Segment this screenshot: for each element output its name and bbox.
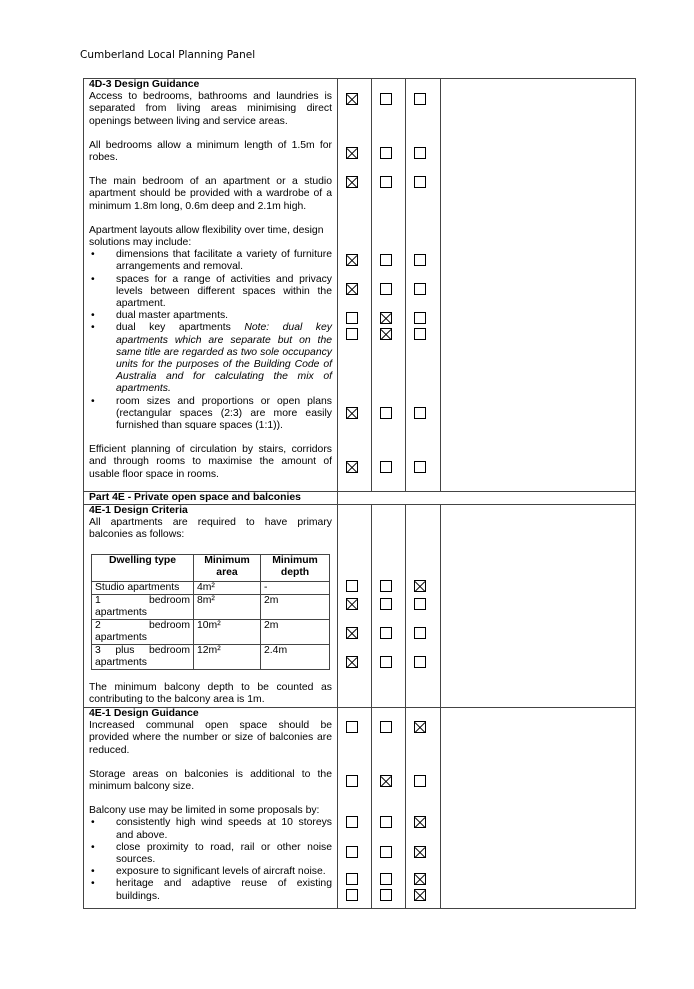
dwelling-type-cell: Studio apartments (92, 582, 194, 595)
part-4e-title: Part 4E - Private open space and balconies (89, 492, 301, 503)
checkbox-circulation-planning-col3[interactable] (414, 461, 426, 473)
checkbox-communal-open-space-col1[interactable] (346, 721, 358, 733)
dwelling-type-line: 3 plus bedroom (95, 645, 190, 656)
checkbox-noise-sources-col1[interactable] (346, 846, 358, 858)
balcony-limit-paragraph: Balcony use may be limited in some proposals by: (89, 805, 320, 817)
checkbox-dual-key-col2[interactable] (380, 328, 392, 340)
checkbox-3-plus-bedroom-balcony-col2[interactable] (380, 656, 392, 668)
checkbox-1-bedroom-balcony-col3[interactable] (414, 598, 426, 610)
min-depth-paragraph: The minimum balcony depth to be counted as contributing to the balcony area is 1m. (89, 682, 332, 706)
checkbox-bedroom-robes-col1[interactable] (346, 147, 358, 159)
balcony-depth-note (89, 682, 332, 706)
storage-paragraph: Storage areas on balconies is additional to the minimum balcony size. (89, 768, 332, 793)
checkbox-heritage-reuse-col3[interactable] (414, 889, 426, 901)
depth-cell: 2.4m (261, 645, 330, 670)
depth-cell: 2m (261, 620, 330, 645)
checkbox-balcony-storage-col2[interactable] (380, 775, 392, 787)
checkbox-main-bedroom-wardrobe-col1[interactable] (346, 176, 358, 188)
checkbox-studio-balcony-col3[interactable] (414, 580, 426, 592)
checkbox-3-plus-bedroom-balcony-col3[interactable] (414, 656, 426, 668)
checkbox-balcony-storage-col3[interactable] (414, 775, 426, 787)
dual-key-note: Note: dual key apartments which are separate but on the same title are regarded as two sole occupancy units for the purposes of the Building Code of Australia and for calculating the mix of apartments. (116, 322, 332, 395)
checkbox-communal-open-space-col2[interactable] (380, 721, 392, 733)
depth-cell: - (261, 582, 330, 595)
section-4e1-criteria (89, 505, 332, 542)
checkbox-dual-key-col1[interactable] (346, 328, 358, 340)
dual-key-lead: dual key apartments (116, 322, 245, 334)
area-cell: 8m² (194, 595, 261, 620)
checkbox-circulation-planning-col2[interactable] (380, 461, 392, 473)
checkbox-studio-balcony-col2[interactable] (380, 580, 392, 592)
dwelling-type-cell (92, 595, 194, 620)
dwelling-type-line: 2 bedroom (95, 620, 190, 631)
table-row (92, 645, 330, 670)
checkbox-main-bedroom-wardrobe-col3[interactable] (414, 176, 426, 188)
list-item: • spaces for a range of activities and privacy levels between different spaces within the apartment. (89, 274, 332, 311)
dwelling-type-line: apartments (95, 657, 147, 668)
layout-flex-paragraph: Apartment layouts allow flexibility over time, design solutions may include: (89, 224, 324, 249)
list-item: • consistently high wind speeds at 10 storeys and above. (89, 817, 332, 841)
table-row (92, 595, 330, 620)
checkbox-2-bedroom-balcony-col3[interactable] (414, 627, 426, 639)
checkbox-studio-balcony-col1[interactable] (346, 580, 358, 592)
dwelling-type-line: 1 bedroom (95, 595, 190, 606)
checkbox-dual-master-col2[interactable] (380, 312, 392, 324)
checkbox-3-plus-bedroom-balcony-col1[interactable] (346, 656, 358, 668)
header-minimum-depth: Minimum depth (261, 555, 330, 582)
checkbox-room-proportions-col3[interactable] (414, 407, 426, 419)
dwelling-type-cell (92, 620, 194, 645)
column-divider-2 (371, 78, 372, 492)
checkbox-wind-speeds-col3[interactable] (414, 816, 426, 828)
list-item: • dimensions that facilitate a variety of furniture arrangements and removal. (89, 249, 332, 273)
table-row (92, 620, 330, 645)
section-4d3 (89, 79, 332, 481)
list-item: • close proximity to road, rail or other noise sources. (89, 842, 332, 866)
checkbox-balcony-storage-col1[interactable] (346, 775, 358, 787)
checkbox-aircraft-noise-col3[interactable] (414, 873, 426, 885)
checkbox-access-separation-col2[interactable] (380, 93, 392, 105)
page-header: Cumberland Local Planning Panel (80, 49, 256, 61)
checkbox-dual-master-col1[interactable] (346, 312, 358, 324)
checkbox-communal-open-space-col3[interactable] (414, 721, 426, 733)
access-paragraph: Access to bedrooms, bathrooms and laundries is separated from living areas minimising direct openings between living and service areas. (89, 91, 332, 127)
checkbox-aircraft-noise-col2[interactable] (380, 873, 392, 885)
checkbox-heritage-reuse-col2[interactable] (380, 889, 392, 901)
checkbox-wind-speeds-col2[interactable] (380, 816, 392, 828)
checkbox-2-bedroom-balcony-col2[interactable] (380, 627, 392, 639)
section-4d3-title: 4D-3 Design Guidance (89, 79, 200, 90)
layout-bullet-list (89, 249, 332, 432)
checkbox-room-proportions-col2[interactable] (380, 407, 392, 419)
criteria-intro: All apartments are required to have primary balconies as follows: (89, 517, 332, 541)
checkbox-bedroom-robes-col2[interactable] (380, 147, 392, 159)
checkbox-aircraft-noise-col1[interactable] (346, 873, 358, 885)
area-cell: 12m² (194, 645, 261, 670)
checkbox-2-bedroom-balcony-col1[interactable] (346, 627, 358, 639)
communal-paragraph: Increased communal open space should be provided where the number or size of balconies are reduced. (89, 720, 332, 756)
checkbox-heritage-reuse-col1[interactable] (346, 889, 358, 901)
column-divider-4 (440, 78, 441, 492)
header-dwelling-type: Dwelling type (92, 555, 194, 582)
area-cell: 10m² (194, 620, 261, 645)
balcony-limit-list (89, 817, 332, 902)
section-4e1-guidance (89, 708, 332, 903)
depth-cell: 2m (261, 595, 330, 620)
checkbox-activity-spaces-col2[interactable] (380, 283, 392, 295)
header-minimum-area: Minimum area (194, 555, 261, 582)
wardrobe-paragraph: The main bedroom of an apartment or a studio apartment should be provided with a wardrobe of a minimum 1.8m long, 0.6m deep and 2.1m high. (89, 176, 332, 212)
dwelling-type-line: apartments (95, 632, 147, 643)
checkbox-room-proportions-col1[interactable] (346, 407, 358, 419)
checkbox-activity-spaces-col1[interactable] (346, 283, 358, 295)
checkbox-noise-sources-col3[interactable] (414, 846, 426, 858)
checkbox-access-separation-col1[interactable] (346, 93, 358, 105)
list-item (89, 322, 332, 395)
dwelling-type-line: apartments (95, 607, 147, 618)
checkbox-noise-sources-col2[interactable] (380, 846, 392, 858)
list-item: • dual master apartments. (89, 310, 332, 322)
checkbox-access-separation-col3[interactable] (414, 93, 426, 105)
list-item: • room sizes and proportions or open plans (rectangular spaces (2:3) are more easily furnished than square spaces (1:1)). (89, 396, 332, 433)
column-divider-3 (405, 78, 406, 492)
checkbox-dual-key-col3[interactable] (414, 328, 426, 340)
checkbox-activity-spaces-col3[interactable] (414, 283, 426, 295)
table-row (92, 582, 330, 595)
criteria-title: 4E-1 Design Criteria (89, 505, 188, 516)
checkbox-furniture-dimensions-col1[interactable] (346, 254, 358, 266)
checkbox-circulation-planning-col1[interactable] (346, 461, 358, 473)
list-item: • exposure to significant levels of aircraft noise. (89, 866, 332, 878)
balcony-requirements-table (91, 554, 330, 670)
circulation-paragraph: Efficient planning of circulation by stairs, corridors and through rooms to maximise the amount of usable floor space in rooms. (89, 444, 332, 480)
checkbox-1-bedroom-balcony-col2[interactable] (380, 598, 392, 610)
checkbox-1-bedroom-balcony-col1[interactable] (346, 598, 358, 610)
table-border-bottom (83, 908, 636, 909)
robes-paragraph: All bedrooms allow a minimum length of 1.5m for robes. (89, 139, 332, 164)
table-border-left (83, 78, 84, 909)
dwelling-type-cell (92, 645, 194, 670)
list-item: • heritage and adaptive reuse of existing buildings. (89, 878, 332, 902)
checkbox-furniture-dimensions-col2[interactable] (380, 254, 392, 266)
column-divider-1 (337, 78, 338, 909)
area-cell: 4m² (194, 582, 261, 595)
table-border-right (635, 78, 636, 909)
checkbox-bedroom-robes-col3[interactable] (414, 147, 426, 159)
checkbox-dual-master-col3[interactable] (414, 312, 426, 324)
checkbox-wind-speeds-col1[interactable] (346, 816, 358, 828)
checkbox-furniture-dimensions-col3[interactable] (414, 254, 426, 266)
checkbox-main-bedroom-wardrobe-col2[interactable] (380, 176, 392, 188)
guidance-title: 4E-1 Design Guidance (89, 708, 199, 719)
